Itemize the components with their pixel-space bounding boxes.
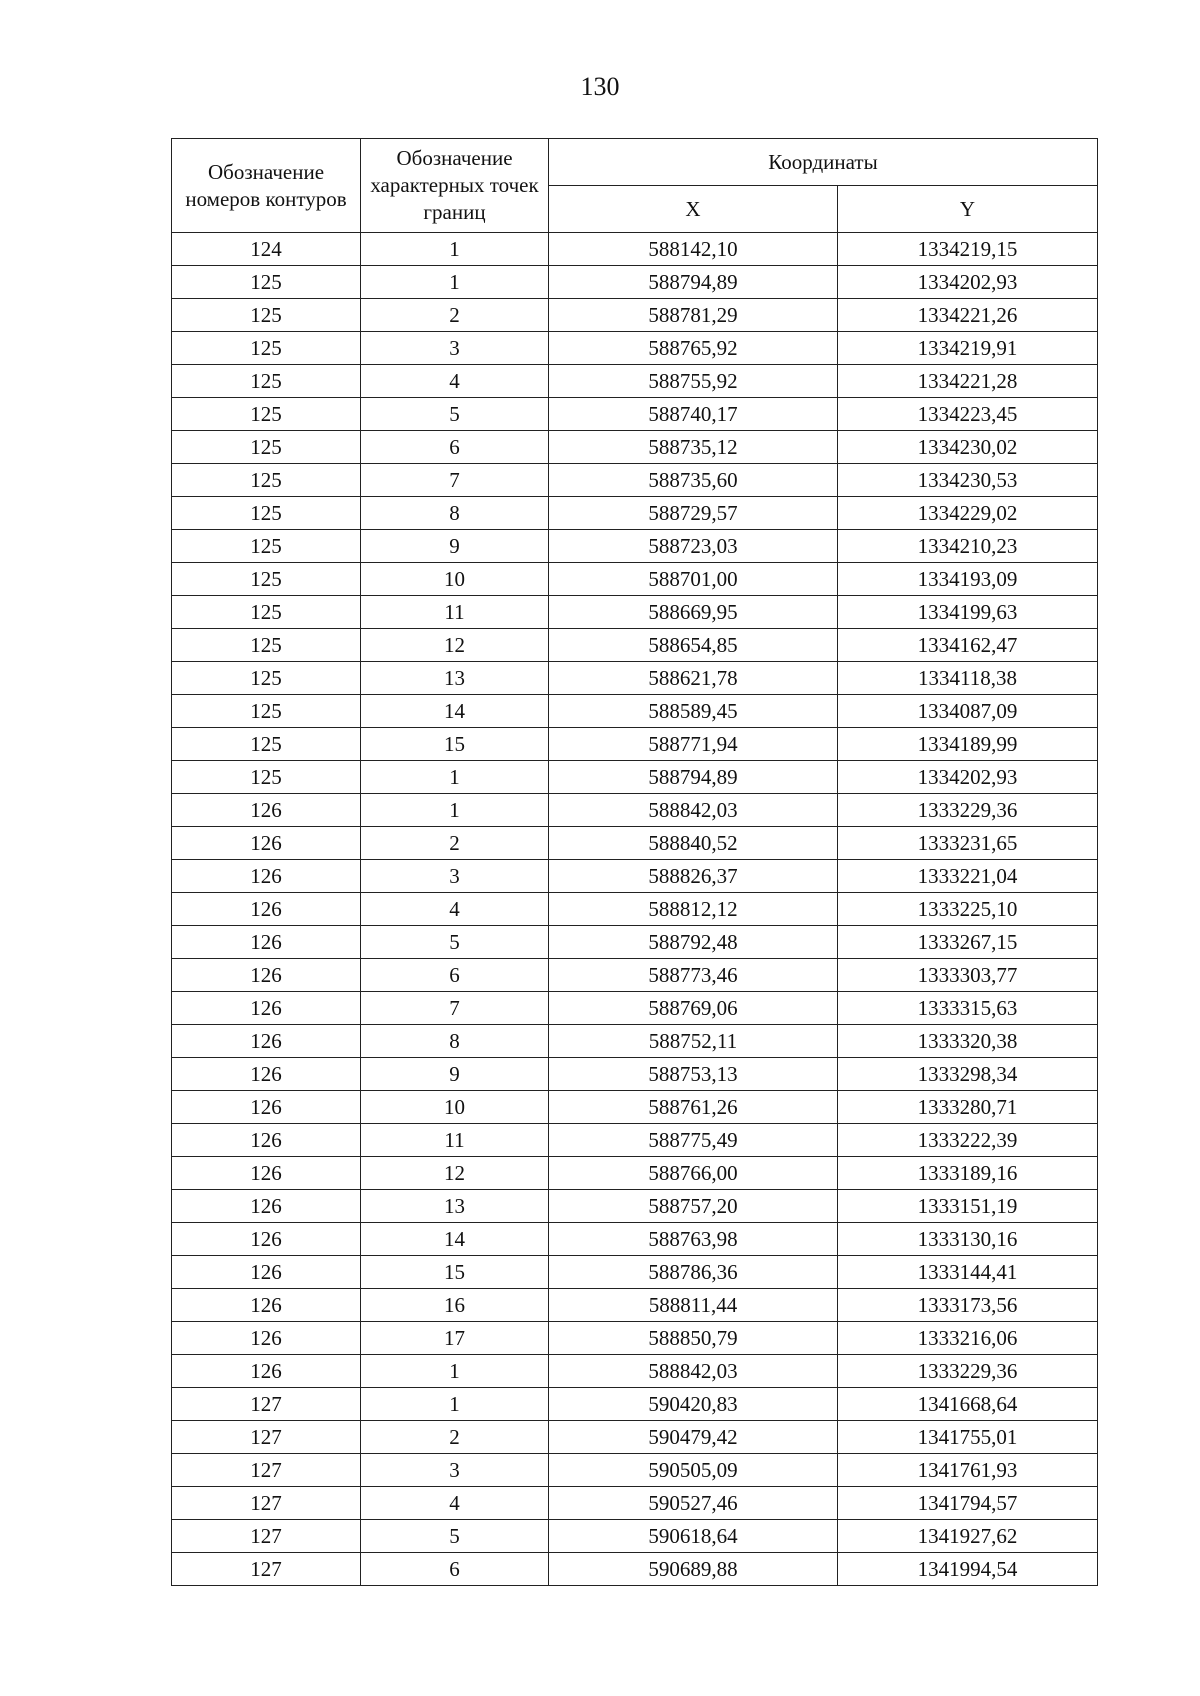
cell-y: 1334219,91 [838,332,1098,365]
cell-y: 1333222,39 [838,1124,1098,1157]
table-row [172,1289,1098,1322]
cell-x: 588752,11 [549,1025,838,1058]
table-row [172,497,1098,530]
header-x: X [549,186,838,233]
table-row [172,860,1098,893]
cell-y: 1334221,26 [838,299,1098,332]
cell-contour: 125 [172,728,361,761]
table-row [172,1091,1098,1124]
header-y: Y [838,186,1098,233]
cell-contour: 126 [172,1190,361,1223]
cell-point: 8 [361,1025,549,1058]
table-row [172,992,1098,1025]
cell-x: 588729,57 [549,497,838,530]
cell-y: 1334199,63 [838,596,1098,629]
cell-contour: 125 [172,464,361,497]
cell-contour: 127 [172,1421,361,1454]
cell-x: 588755,92 [549,365,838,398]
cell-contour: 125 [172,761,361,794]
cell-y: 1333231,65 [838,827,1098,860]
cell-x: 588654,85 [549,629,838,662]
table-row [172,728,1098,761]
table-row [172,563,1098,596]
cell-contour: 126 [172,1157,361,1190]
cell-contour: 126 [172,827,361,860]
cell-point: 1 [361,794,549,827]
cell-y: 1333303,77 [838,959,1098,992]
cell-contour: 127 [172,1487,361,1520]
table-row [172,794,1098,827]
cell-contour: 126 [172,1256,361,1289]
table-row [172,365,1098,398]
cell-x: 588812,12 [549,893,838,926]
cell-x: 588142,10 [549,233,838,266]
cell-y: 1333221,04 [838,860,1098,893]
cell-y: 1334229,02 [838,497,1098,530]
cell-y: 1333189,16 [838,1157,1098,1190]
table-row [172,695,1098,728]
cell-contour: 126 [172,926,361,959]
cell-contour: 125 [172,299,361,332]
cell-y: 1334162,47 [838,629,1098,662]
cell-y: 1334202,93 [838,266,1098,299]
header-coordinates: Координаты [549,139,1098,186]
cell-x: 588794,89 [549,266,838,299]
cell-contour: 125 [172,431,361,464]
cell-y: 1334118,38 [838,662,1098,695]
cell-point: 10 [361,1091,549,1124]
cell-y: 1334193,09 [838,563,1098,596]
table-row [172,596,1098,629]
cell-point: 12 [361,1157,549,1190]
cell-y: 1334221,28 [838,365,1098,398]
cell-contour: 124 [172,233,361,266]
cell-x: 588842,03 [549,794,838,827]
cell-x: 588761,26 [549,1091,838,1124]
cell-y: 1333298,34 [838,1058,1098,1091]
cell-point: 8 [361,497,549,530]
table-row [172,1025,1098,1058]
coordinates-table [171,138,1098,1586]
cell-point: 6 [361,1553,549,1586]
cell-x: 590479,42 [549,1421,838,1454]
table-row [172,530,1098,563]
cell-y: 1334230,53 [838,464,1098,497]
table-body [172,233,1098,1586]
cell-point: 3 [361,332,549,365]
cell-y: 1334219,15 [838,233,1098,266]
table-row [172,1355,1098,1388]
cell-point: 5 [361,1520,549,1553]
cell-y: 1334210,23 [838,530,1098,563]
table-header-row [172,139,1098,186]
cell-y: 1333225,10 [838,893,1098,926]
cell-x: 588701,00 [549,563,838,596]
page-number: 130 [580,72,620,101]
cell-point: 2 [361,827,549,860]
cell-y: 1341927,62 [838,1520,1098,1553]
cell-point: 13 [361,662,549,695]
table-row [172,1223,1098,1256]
cell-point: 15 [361,728,549,761]
table-row [172,662,1098,695]
cell-x: 588735,60 [549,464,838,497]
cell-point: 6 [361,959,549,992]
table-row [172,959,1098,992]
cell-contour: 125 [172,398,361,431]
table-row [172,893,1098,926]
cell-point: 13 [361,1190,549,1223]
cell-contour: 126 [172,860,361,893]
cell-contour: 125 [172,662,361,695]
cell-point: 5 [361,398,549,431]
cell-y: 1333280,71 [838,1091,1098,1124]
cell-contour: 126 [172,1322,361,1355]
cell-y: 1333216,06 [838,1322,1098,1355]
cell-point: 14 [361,695,549,728]
cell-x: 588735,12 [549,431,838,464]
table-row [172,926,1098,959]
cell-x: 588794,89 [549,761,838,794]
cell-x: 588589,45 [549,695,838,728]
table-row [172,761,1098,794]
cell-point: 1 [361,1388,549,1421]
cell-contour: 126 [172,1124,361,1157]
cell-point: 7 [361,464,549,497]
table-row [172,1124,1098,1157]
cell-contour: 126 [172,1091,361,1124]
cell-contour: 126 [172,1025,361,1058]
cell-y: 1341761,93 [838,1454,1098,1487]
cell-point: 2 [361,1421,549,1454]
table-row [172,332,1098,365]
cell-x: 588765,92 [549,332,838,365]
table-row [172,266,1098,299]
cell-y: 1333130,16 [838,1223,1098,1256]
cell-contour: 126 [172,893,361,926]
table-row [172,1190,1098,1223]
cell-point: 4 [361,1487,549,1520]
cell-point: 4 [361,365,549,398]
cell-contour: 127 [172,1454,361,1487]
cell-contour: 127 [172,1520,361,1553]
cell-contour: 125 [172,629,361,662]
cell-y: 1334223,45 [838,398,1098,431]
cell-contour: 125 [172,530,361,563]
cell-x: 588621,78 [549,662,838,695]
table-row [172,1520,1098,1553]
cell-y: 1341668,64 [838,1388,1098,1421]
cell-contour: 125 [172,563,361,596]
cell-x: 588757,20 [549,1190,838,1223]
cell-point: 9 [361,530,549,563]
cell-x: 590527,46 [549,1487,838,1520]
header-contour-number: Обозначение номеров контуров [172,139,361,233]
cell-contour: 126 [172,959,361,992]
cell-point: 1 [361,761,549,794]
header-boundary-point: Обозначение характерных точек границ [361,139,549,233]
cell-point: 15 [361,1256,549,1289]
cell-x: 588840,52 [549,827,838,860]
cell-y: 1333315,63 [838,992,1098,1025]
cell-y: 1333267,15 [838,926,1098,959]
cell-point: 2 [361,299,549,332]
cell-point: 1 [361,233,549,266]
cell-contour: 125 [172,266,361,299]
cell-y: 1333173,56 [838,1289,1098,1322]
cell-contour: 125 [172,332,361,365]
table-row [172,299,1098,332]
cell-point: 10 [361,563,549,596]
cell-point: 7 [361,992,549,1025]
cell-y: 1341994,54 [838,1553,1098,1586]
cell-point: 5 [361,926,549,959]
table-row [172,1058,1098,1091]
cell-x: 588842,03 [549,1355,838,1388]
cell-x: 588786,36 [549,1256,838,1289]
cell-contour: 126 [172,1355,361,1388]
cell-contour: 126 [172,1289,361,1322]
cell-y: 1333144,41 [838,1256,1098,1289]
cell-contour: 125 [172,365,361,398]
cell-contour: 127 [172,1553,361,1586]
cell-x: 588811,44 [549,1289,838,1322]
cell-x: 588792,48 [549,926,838,959]
cell-x: 588766,00 [549,1157,838,1190]
cell-point: 3 [361,860,549,893]
cell-point: 1 [361,1355,549,1388]
cell-point: 3 [361,1454,549,1487]
cell-point: 14 [361,1223,549,1256]
cell-x: 588769,06 [549,992,838,1025]
table-row [172,1256,1098,1289]
table-row [172,1553,1098,1586]
cell-point: 17 [361,1322,549,1355]
cell-x: 588850,79 [549,1322,838,1355]
cell-contour: 125 [172,695,361,728]
table-row [172,827,1098,860]
cell-point: 6 [361,431,549,464]
table-row [172,1454,1098,1487]
cell-point: 11 [361,596,549,629]
cell-x: 588826,37 [549,860,838,893]
cell-contour: 126 [172,1058,361,1091]
cell-x: 588771,94 [549,728,838,761]
cell-x: 588775,49 [549,1124,838,1157]
cell-x: 588763,98 [549,1223,838,1256]
cell-y: 1333229,36 [838,794,1098,827]
table-row [172,1388,1098,1421]
cell-x: 588740,17 [549,398,838,431]
cell-point: 16 [361,1289,549,1322]
cell-x: 588669,95 [549,596,838,629]
table-row [172,431,1098,464]
cell-y: 1333229,36 [838,1355,1098,1388]
cell-y: 1334230,02 [838,431,1098,464]
cell-contour: 126 [172,794,361,827]
cell-x: 588773,46 [549,959,838,992]
table-row [172,1157,1098,1190]
cell-point: 9 [361,1058,549,1091]
table-row [172,1322,1098,1355]
cell-contour: 126 [172,1223,361,1256]
table-row [172,1487,1098,1520]
cell-point: 4 [361,893,549,926]
cell-x: 588781,29 [549,299,838,332]
cell-point: 11 [361,1124,549,1157]
cell-x: 590420,83 [549,1388,838,1421]
cell-y: 1341794,57 [838,1487,1098,1520]
cell-x: 590689,88 [549,1553,838,1586]
cell-y: 1334087,09 [838,695,1098,728]
cell-y: 1334202,93 [838,761,1098,794]
cell-x: 590505,09 [549,1454,838,1487]
cell-x: 588753,13 [549,1058,838,1091]
table-row [172,233,1098,266]
cell-contour: 125 [172,497,361,530]
cell-x: 588723,03 [549,530,838,563]
table-row [172,629,1098,662]
cell-x: 590618,64 [549,1520,838,1553]
cell-point: 12 [361,629,549,662]
cell-contour: 125 [172,596,361,629]
table-row [172,398,1098,431]
cell-y: 1333151,19 [838,1190,1098,1223]
cell-contour: 127 [172,1388,361,1421]
table-row [172,1421,1098,1454]
cell-y: 1334189,99 [838,728,1098,761]
cell-point: 1 [361,266,549,299]
cell-contour: 126 [172,992,361,1025]
cell-y: 1333320,38 [838,1025,1098,1058]
table-row [172,464,1098,497]
cell-y: 1341755,01 [838,1421,1098,1454]
